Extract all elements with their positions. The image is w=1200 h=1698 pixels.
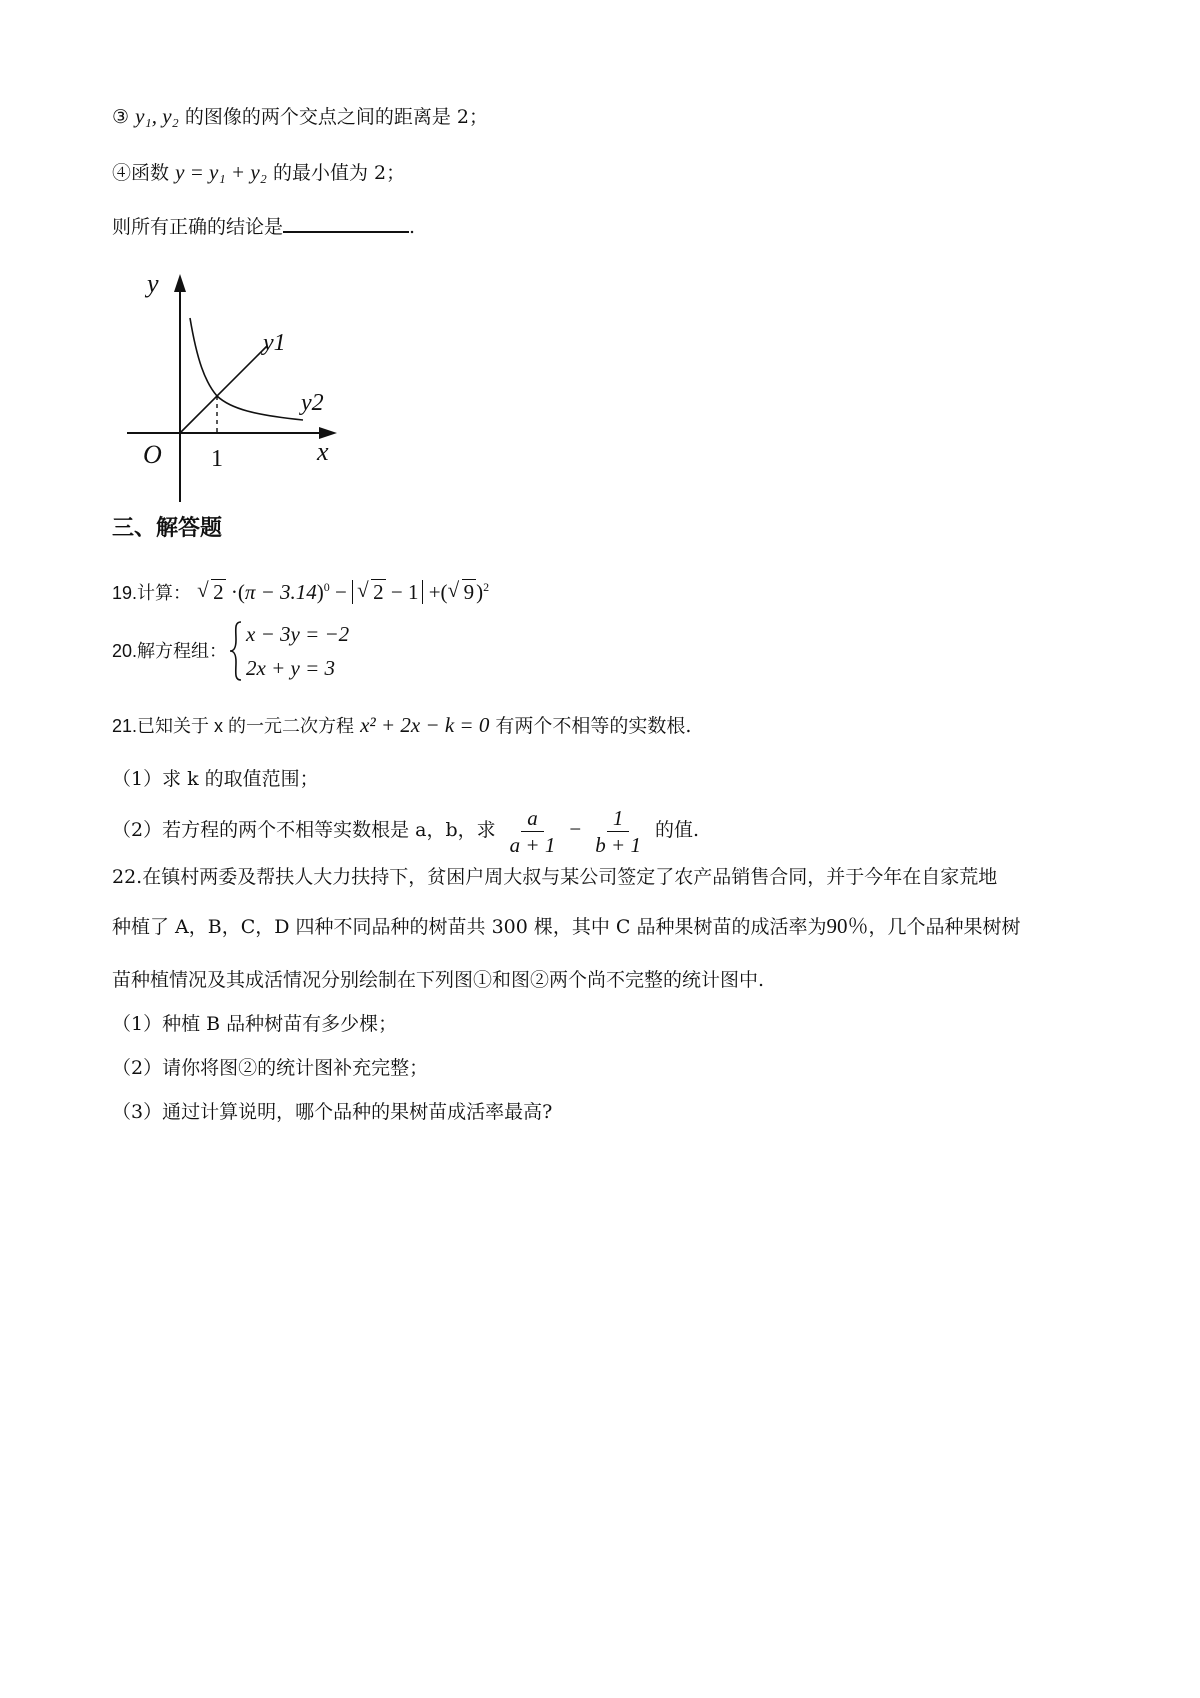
item-3-text: 的图像的两个交点之间的距离是 2； — [184, 106, 489, 128]
q19-sqrt-9: √ 9 — [447, 578, 475, 604]
section-heading: 三、解答题 — [112, 516, 223, 541]
item-4-marker: ④函数 — [112, 162, 170, 184]
function-graph — [125, 270, 365, 505]
q19-prefix: 19.计算： — [112, 583, 192, 603]
q19-pi-part: π − 3.14 — [244, 580, 317, 604]
q22-line-1: 22.在镇村两委及帮扶人大力扶持下，贫困户周大叔与某公司签定了农产品销售合同，并于今年在自家荒地 — [112, 866, 998, 888]
q21-fraction-1: $\frac{a}{a + 1}$ — [509, 805, 556, 857]
q21-stem-a: 21.已知关于 x 的一元二次方程 — [112, 716, 355, 736]
question-21 — [112, 712, 691, 739]
q19-abs: √ 2 − 1 — [352, 580, 423, 604]
tick-label-1: 1 — [211, 446, 223, 472]
q22-line-2b: ，几个品种果树树 — [868, 916, 1021, 938]
item-4 — [112, 159, 405, 186]
q20-eq2: 2x + y = 3 — [246, 656, 335, 680]
q22-percent: 90％ — [826, 914, 869, 938]
q19-exp-2: 2 — [483, 580, 490, 594]
item-4-text: 的最小值为 2； — [273, 162, 406, 184]
q21-part-2: （2）若方程的两个不相等实数根是 a，b，求 $\frac{a}{a + 1}$ − $\frac{1}{b + 1}$ 的值. — [112, 805, 700, 857]
q21-part-1: （1）求 k 的取值范围； — [112, 768, 319, 790]
q20-brace-icon — [228, 620, 244, 682]
conclusion-line — [112, 213, 415, 240]
conclusion-end: . — [409, 216, 416, 238]
item-3-marker: ③ — [112, 106, 130, 128]
q22-line-2a: 种植了 A，B，C，D 四种不同品种的树苗共 300 棵，其中 C 品种果树苗的成活率为 — [112, 916, 827, 938]
question-20 — [112, 638, 227, 664]
conclusion-text: 则所有正确的结论是 — [112, 216, 284, 238]
curve-y2-label: y2 — [301, 390, 324, 416]
item-4-expr: y = y₁ + y₂ — [175, 160, 267, 184]
q21-p2-b: 的值. — [655, 819, 700, 841]
q21-stem-expr: x² + 2x − k = 0 — [360, 713, 490, 737]
item-3 — [112, 103, 488, 130]
q21-p2-a: （2）若方程的两个不相等实数根是 a，b，求 — [112, 819, 496, 841]
y-axis-label: y — [147, 270, 159, 298]
q19-exp-0: 0 — [323, 580, 330, 594]
q22-line-3: 苗种植情况及其成活情况分别绘制在下列图①和图②两个尚不完整的统计图中. — [112, 969, 765, 991]
q19-sqrt-2: √ 2 — [197, 578, 224, 604]
q22-part-1: （1）种植 B 品种树苗有多少棵； — [112, 1013, 398, 1035]
curve-y1-label: y1 — [263, 330, 286, 356]
q22-part-3: （3）通过计算说明，哪个品种的果树苗成活率最高? — [112, 1101, 553, 1123]
q22-line-2 — [112, 913, 1021, 940]
x-axis-label: x — [317, 437, 329, 466]
q19-expression: √ $2 \cdot(\pi - 3.14)^0$ − √ 2 − 1 +( √ 9)$^2$ — [197, 580, 489, 604]
question-19 — [112, 570, 489, 610]
curve-y1 — [180, 346, 267, 433]
origin-label: O — [143, 440, 162, 469]
q21-stem-b: 有两个不相等的实数根. — [495, 715, 692, 737]
item-3-vars: y₁, y₂ — [135, 104, 179, 128]
q20-eq1: x − 3y = −2 — [246, 622, 350, 646]
q21-fraction-2: $\frac{1}{b + 1}$ — [595, 805, 641, 857]
y-axis-arrow-icon — [174, 274, 186, 292]
curve-y2 — [190, 318, 303, 420]
answer-blank — [283, 213, 409, 233]
q22-part-2: （2）请你将图②的统计图补充完整； — [112, 1057, 429, 1079]
q20-prefix: 20.解方程组： — [112, 641, 228, 661]
